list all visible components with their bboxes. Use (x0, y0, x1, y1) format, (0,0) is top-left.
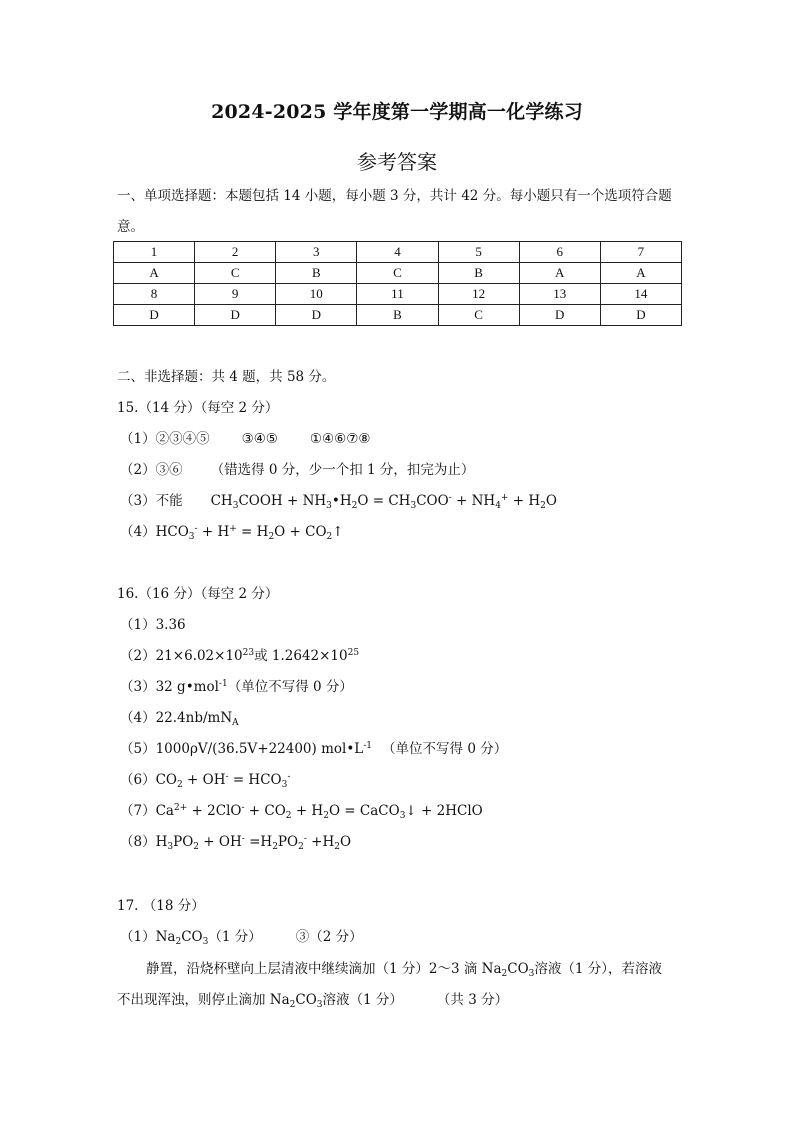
q16-answer-6: $(6)CO_2 + OH^- = HCO_3^-$ (120, 772, 291, 790)
table-cell: 4 (357, 242, 438, 263)
table-cell: 7 (600, 242, 681, 263)
table-cell: A (519, 263, 600, 284)
table-row (114, 242, 682, 263)
table-cell: B (276, 263, 357, 284)
answer-label: （4） (120, 524, 156, 540)
answer-value: ①④⑥⑦⑧ (309, 431, 371, 447)
section1-instructions-line1: 一、单项选择题：本题包括 14 小题，每小题 3 分，共计 42 分。每小题只有一个选项符合题 (117, 188, 672, 204)
q15-answer-3 (120, 492, 557, 510)
table-cell: 14 (600, 284, 681, 305)
q16-answer-4: $(4)22.4nb/mN_A$ (120, 710, 239, 728)
q16-answer-8: $(8)H_3PO_2 + OH^- =H_2PO_2^- +H_2O$ (120, 834, 352, 852)
table-cell: 12 (438, 284, 519, 305)
q17-heading: 17. （18 分） (117, 898, 205, 914)
table-row (114, 284, 682, 305)
q16-answer-5: （5）1000ρV/(36.5V+22400) $mol•L^{-1}$ （单位不写得 0 分） (120, 741, 508, 757)
q17-answer-1: $(1)Na_2CO_3(1$ 分） ③（2 分） (120, 929, 363, 947)
answer-table (113, 241, 682, 326)
chemical-equation: $CH_3COOH$ + $NH_3•H_2O = CH_3COO^- + NH_4^+ + H_2O$ (210, 493, 557, 511)
q15-answer-1 (120, 430, 370, 448)
table-cell: 13 (519, 284, 600, 305)
table-cell: D (114, 305, 195, 326)
table-cell: 10 (276, 284, 357, 305)
q16-answer-7: $(7)Ca^{2+} + 2ClO^- + CO_2 + H_2O$ = CaCO$_3$↓ + 2HClO (120, 803, 483, 821)
q16-answer-2: $(2)21\times 6.02\times 10^{23}$或 $1.2642\times 10^{25}$ (120, 648, 360, 664)
q17-paragraph-line1: 静置，沿烧杯壁向上层清液中继续滴加（1 分）2～3 滴 $Na_2CO_3$溶液（1 分），若溶液 (146, 961, 663, 979)
q16-answer-3: （3）32 g•mol$^{-1}$（单位不写得 0 分） (120, 679, 353, 695)
answer-value: ②③④⑤ (155, 431, 210, 447)
table-cell: A (600, 263, 681, 284)
table-cell: 11 (357, 284, 438, 305)
table-cell: 5 (438, 242, 519, 263)
section1-instructions-line2: 意。 (117, 219, 144, 235)
table-cell: 8 (114, 284, 195, 305)
table-cell: A (114, 263, 195, 284)
answer-note: （错选得 0 分，少一个扣 1 分，扣完为止） (210, 462, 475, 478)
table-cell: 1 (114, 242, 195, 263)
answer-value: ③④⑤ (241, 431, 278, 447)
table-cell: C (195, 263, 276, 284)
answer-label: （3）不能 (120, 493, 183, 509)
q16-heading: 16.（16 分）（每空 2 分） (117, 586, 279, 602)
table-cell: 9 (195, 284, 276, 305)
q15-answer-4 (120, 523, 344, 541)
page-title: 2024-2025 学年度第一学期高一化学练习 (211, 101, 583, 123)
table-cell: 3 (276, 242, 357, 263)
table-row (114, 305, 682, 326)
table-cell: B (438, 263, 519, 284)
table-cell: D (519, 305, 600, 326)
table-cell: D (195, 305, 276, 326)
q15-heading: 15.（14 分）（每空 2 分） (117, 400, 279, 416)
table-row (114, 263, 682, 284)
q16-answer-1: （1）3.36 (120, 617, 186, 633)
q17-paragraph-line2: 不出现浑浊，则停止滴加 $Na_2CO_3$溶液（1 分） （共 3 分） (117, 992, 509, 1010)
table-cell: C (438, 305, 519, 326)
answer-label: （1） (120, 431, 156, 447)
table-cell: C (357, 263, 438, 284)
table-cell: D (600, 305, 681, 326)
page-subtitle: 参考答案 (357, 150, 437, 174)
q15-answer-2 (120, 461, 474, 479)
table-cell: 6 (519, 242, 600, 263)
section2-heading: 二、非选择题：共 4 题，共 58 分。 (117, 369, 336, 385)
answer-label: （2）③⑥ (120, 462, 183, 478)
table-cell: B (357, 305, 438, 326)
table-cell: 2 (195, 242, 276, 263)
table-cell: D (276, 305, 357, 326)
chemical-equation: $HCO_3^- + H^+ = H_2O$ + $CO_2↑$ (155, 524, 344, 542)
